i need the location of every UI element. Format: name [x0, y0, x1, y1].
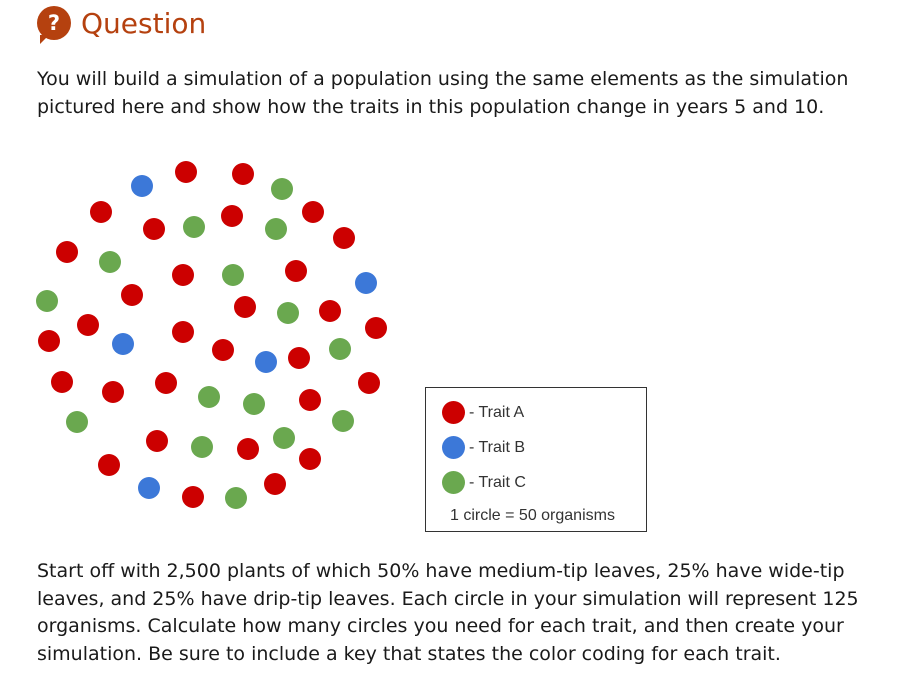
trait-a-organism-circle [264, 473, 286, 495]
trait-a-organism-circle [212, 339, 234, 361]
trait-a-organism-circle [319, 300, 341, 322]
trait-a-organism-circle [302, 201, 324, 223]
trait-a-organism-circle [38, 330, 60, 352]
trait-c-organism-circle [225, 487, 247, 509]
trait-a-organism-circle [365, 317, 387, 339]
trait-a-organism-circle [285, 260, 307, 282]
trait-a-organism-circle [182, 486, 204, 508]
legend-item-trait-a [442, 401, 524, 424]
trait-a-organism-circle [77, 314, 99, 336]
trait-b-organism-circle [255, 351, 277, 373]
trait-c-organism-circle [265, 218, 287, 240]
trait-a-organism-circle [299, 389, 321, 411]
trait-a-organism-circle [221, 205, 243, 227]
trait-a-organism-circle [333, 227, 355, 249]
trait-c-organism-circle [222, 264, 244, 286]
trait-c-organism-circle [273, 427, 295, 449]
trait-c-organism-circle [66, 411, 88, 433]
trait-a-organism-circle [56, 241, 78, 263]
trait-a-organism-circle [98, 454, 120, 476]
legend-item-trait-b [442, 436, 525, 459]
trait-c-organism-circle [243, 393, 265, 415]
trait-c-dot [442, 471, 465, 494]
trait-c-organism-circle [277, 302, 299, 324]
trait-a-organism-circle [232, 163, 254, 185]
trait-b-organism-circle [131, 175, 153, 197]
trait-a-organism-circle [237, 438, 259, 460]
trait-a-organism-circle [299, 448, 321, 470]
trait-c-organism-circle [329, 338, 351, 360]
legend-label-trait-a: - Trait A [469, 403, 525, 421]
trait-c-organism-circle [36, 290, 58, 312]
trait-a-organism-circle [155, 372, 177, 394]
question-title: Question [81, 6, 207, 40]
trait-a-organism-circle [143, 218, 165, 240]
trait-c-organism-circle [271, 178, 293, 200]
trait-a-dot [442, 401, 465, 424]
trait-legend [425, 387, 647, 532]
trait-b-dot [442, 436, 465, 459]
trait-a-organism-circle [175, 161, 197, 183]
legend-note: 1 circle = 50 organisms [450, 507, 615, 524]
trait-a-organism-circle [288, 347, 310, 369]
trait-a-organism-circle [358, 372, 380, 394]
question-instructions: Start off with 2,500 plants of which 50% have medium-tip leaves, 25% have wide-tip leaves, and 25% have drip-tip leaves. Each circle in your simulation will represent 125 organisms. Calculate how many circles you need for each trait, and then create your simulation. Be sure to include a key that states the color coding for each trait. [37, 560, 859, 665]
trait-a-organism-circle [234, 296, 256, 318]
trait-c-organism-circle [99, 251, 121, 273]
question-icon: ? [37, 6, 71, 40]
trait-b-organism-circle [138, 477, 160, 499]
trait-c-organism-circle [332, 410, 354, 432]
trait-a-organism-circle [172, 264, 194, 286]
trait-a-organism-circle [102, 381, 124, 403]
question-prompt: You will build a simulation of a population using the same elements as the simulation pictured here and show how the traits in this population change in years 5 and 10. [37, 68, 849, 118]
legend-label-trait-b: - Trait B [469, 438, 526, 456]
trait-a-organism-circle [51, 371, 73, 393]
trait-b-organism-circle [112, 333, 134, 355]
trait-a-organism-circle [172, 321, 194, 343]
trait-c-organism-circle [191, 436, 213, 458]
trait-c-organism-circle [198, 386, 220, 408]
legend-item-trait-c [442, 471, 526, 494]
trait-a-organism-circle [90, 201, 112, 223]
trait-a-organism-circle [146, 430, 168, 452]
trait-a-organism-circle [121, 284, 143, 306]
trait-b-organism-circle [355, 272, 377, 294]
trait-c-organism-circle [183, 216, 205, 238]
legend-label-trait-c: - Trait C [469, 473, 526, 491]
